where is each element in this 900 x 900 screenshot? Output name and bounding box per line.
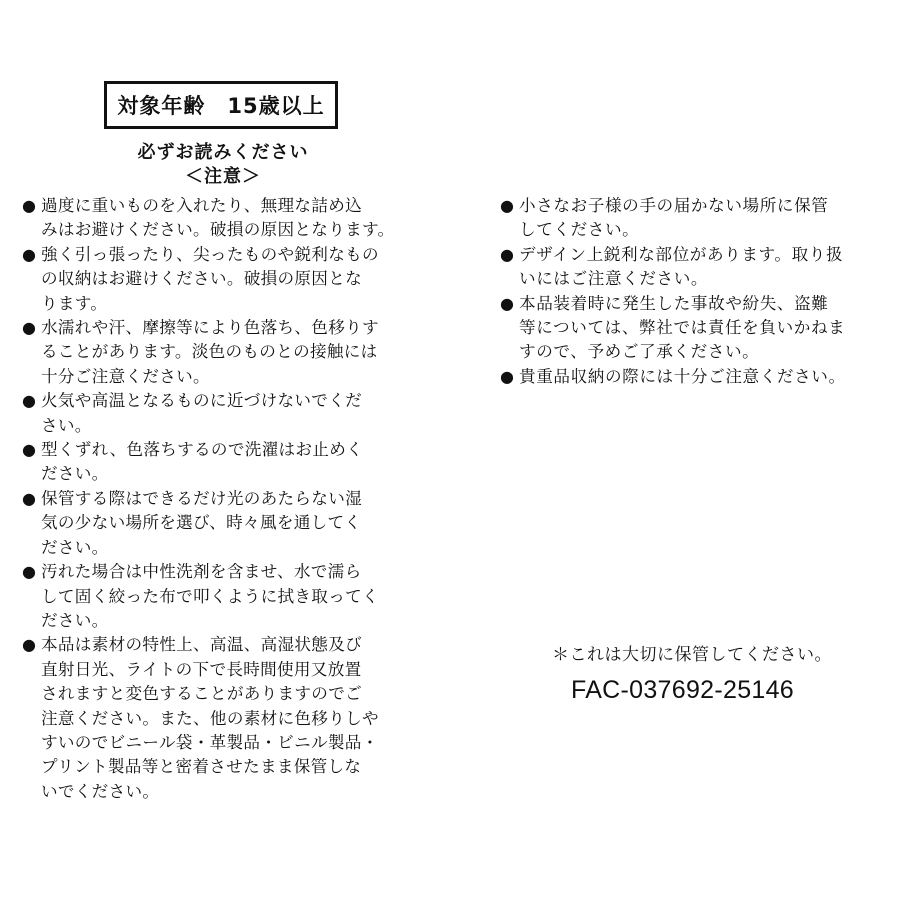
caution-text-line: 汚れた場合は中性洗剤を含ませ、水で濡ら <box>41 562 362 582</box>
caution-text-line: ださい。 <box>41 464 109 484</box>
caution-text-line: の収納はお避けください。破損の原因とな <box>41 269 362 289</box>
caution-text-line: されますと変色することがありますのでご <box>41 684 362 704</box>
caution-text-line: 型くずれ、色落ちするので洗濯はお止めく <box>41 440 363 460</box>
bullet-icon: ● <box>22 196 36 215</box>
bullet-icon: ● <box>22 562 36 582</box>
caution-text-line: 注意ください。また、他の素材に色移りしや <box>41 708 379 728</box>
caution-text-line: みはお避けください。破損の原因となります。 <box>41 220 395 240</box>
caution-text-line: 等については、弊社では責任を負いかねま <box>519 318 846 338</box>
caution-text-line: してください。 <box>519 220 640 240</box>
caution-text-line: 直射日光、ライトの下で長時間使用又放置 <box>41 659 362 679</box>
bullet-icon: ● <box>500 196 514 215</box>
caution-text-line: すいのでビニール袋・革製品・ビニル製品・ <box>41 732 379 752</box>
caution-text-line: して固く絞った布で叩くように拭き取ってく <box>41 586 379 606</box>
bullet-icon: ● <box>22 440 36 460</box>
caution-text-line: ださい。 <box>41 537 109 557</box>
caution-text-line: 本品装着時に発生した事故や紛失、盗難 <box>519 293 829 313</box>
bullet-icon: ● <box>500 244 514 264</box>
bullet-icon: ● <box>22 244 36 264</box>
caution-text-line: 強く引っ張ったり、尖ったものや鋭利なもの <box>41 244 379 264</box>
caution-item <box>500 365 900 389</box>
bullet-icon: ● <box>22 391 36 411</box>
caution-text-line: ります。 <box>41 293 108 313</box>
caution-text-line: いでください。 <box>41 781 160 801</box>
caution-item <box>22 633 430 804</box>
bullet-icon: ● <box>500 366 514 386</box>
caution-item <box>500 194 900 243</box>
caution-text-line: さい。 <box>41 415 92 435</box>
please-read-heading: 必ずお読みください <box>137 142 309 163</box>
caution-item <box>22 389 430 438</box>
caution-text-line: 気の少ない場所を選び、時々風を通してく <box>41 513 362 533</box>
caution-item <box>22 438 430 487</box>
caution-list-right <box>500 194 900 389</box>
caution-item <box>22 560 430 633</box>
caution-text-line: すので、予めご了承ください。 <box>519 342 760 362</box>
caution-item <box>500 292 900 365</box>
caution-text-line: 過度に重いものを入れたり、無理な詰め込 <box>41 196 362 215</box>
caution-text-line: 本品は素材の特性上、高温、高湿状態及び <box>41 635 362 655</box>
caution-text-line: 小さなお子様の手の届かない場所に保管 <box>519 196 829 215</box>
caution-text-line: 火気や高温となるものに近づけないでくだ <box>41 391 362 411</box>
caution-text-line: いにはご注意ください。 <box>519 269 709 289</box>
bullet-icon: ● <box>22 488 36 508</box>
caution-text-line: ださい。 <box>41 610 109 630</box>
bullet-icon: ● <box>500 293 514 313</box>
bullet-icon: ● <box>22 318 36 338</box>
target-age-box: 対象年齢 15歳以上 <box>104 81 338 129</box>
caution-text-line: プリント製品等と密着させたまま保管しな <box>41 757 362 777</box>
keep-safe-note: ＊これは大切に保管してください。 <box>552 645 832 665</box>
caution-text-line: 十分ご注意ください。 <box>41 366 210 386</box>
caution-text-line: 貴重品収納の際には十分ご注意ください。 <box>519 366 846 386</box>
caution-item <box>500 243 900 292</box>
caution-text-line: 水濡れや汗、摩擦等により色落ち、色移りす <box>41 318 379 338</box>
product-code: FAC-037692-25146 <box>571 676 795 704</box>
caution-list-left <box>22 194 430 804</box>
caution-item <box>22 316 430 389</box>
caution-item <box>22 194 430 243</box>
caution-text-line: ることがあります。淡色のものとの接触には <box>41 342 378 362</box>
bullet-icon: ● <box>22 635 36 655</box>
caution-text-line: 保管する際はできるだけ光のあたらない湿 <box>41 488 362 508</box>
caution-heading: ＜注意＞ <box>185 166 261 187</box>
caution-item <box>22 487 430 560</box>
caution-text-line: デザイン上鋭利な部位があります。取り扱 <box>519 244 844 264</box>
caution-item <box>22 243 430 316</box>
